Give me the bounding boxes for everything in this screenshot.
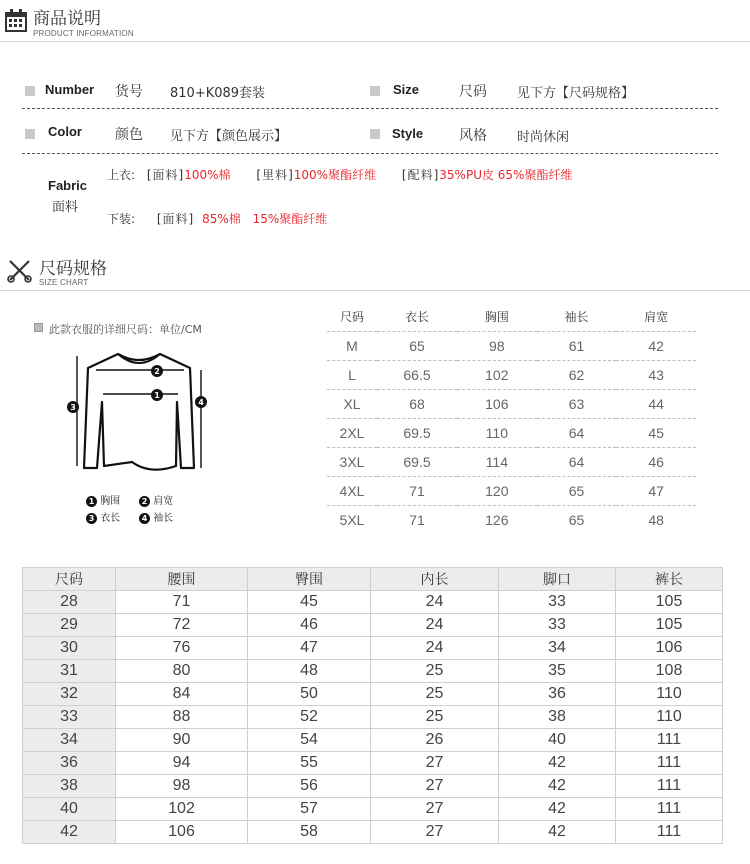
pants-table-header-cell: 臀围 xyxy=(248,568,371,591)
top-table-cell: 71 xyxy=(409,483,425,499)
pants-size-table xyxy=(22,567,723,844)
color-value: 见下方【颜色展示】 xyxy=(170,129,288,144)
top-size-table-body xyxy=(327,301,696,534)
pants-table-cell: 38 xyxy=(499,706,616,729)
top-table-row xyxy=(327,390,696,419)
pants-table-cell: 38 xyxy=(23,775,116,798)
fabric-bottom-label: 下装: xyxy=(107,212,136,226)
top-table-cell: 102 xyxy=(485,367,509,383)
pants-table-cell: 42 xyxy=(499,775,616,798)
pants-table-cell: 84 xyxy=(116,683,248,706)
pants-table-row xyxy=(23,706,723,729)
fabric-label-en: Fabric xyxy=(48,178,88,193)
legend-4-label: 袖长 xyxy=(153,513,174,524)
pants-table-cell: 42 xyxy=(499,752,616,775)
top-table-cell: 65 xyxy=(568,512,585,528)
info-divider-1 xyxy=(22,108,718,109)
pants-table-cell: 32 xyxy=(23,683,116,706)
pants-table-cell: 58 xyxy=(248,821,371,844)
top-table-cell: L xyxy=(348,367,356,383)
fabric-bottom-row xyxy=(107,210,327,227)
pants-table-cell: 40 xyxy=(23,798,116,821)
pants-table-cell: 72 xyxy=(116,614,248,637)
pants-table-row xyxy=(23,775,723,798)
fabric-label-cn: 面料 xyxy=(52,200,79,215)
top-table-cell: 66.5 xyxy=(403,367,431,383)
fabric-top-row xyxy=(107,166,572,183)
diagram-legend-1 xyxy=(86,492,120,507)
pants-table-cell: 28 xyxy=(23,591,116,614)
svg-text:2: 2 xyxy=(154,367,160,376)
pants-table-header-cell: 裤长 xyxy=(616,568,723,591)
product-section-header xyxy=(0,0,750,42)
color-label-cn: 颜色 xyxy=(115,127,143,143)
top-table-cell: 114 xyxy=(485,454,508,470)
size-value: 见下方【尺码规格】 xyxy=(517,86,635,101)
top-table-cell: 63 xyxy=(568,396,585,412)
pants-table-cell: 111 xyxy=(616,752,723,775)
pants-table-cell: 111 xyxy=(616,775,723,798)
pants-table-cell: 36 xyxy=(23,752,116,775)
number-label-en: Number xyxy=(45,82,95,97)
legend-3-badge: 3 xyxy=(86,513,97,524)
top-table-cell: M xyxy=(346,338,358,354)
pants-table-cell: 52 xyxy=(248,706,371,729)
style-label-en: Style xyxy=(392,126,424,141)
size-section-subtitle: SIZE CHART xyxy=(39,278,89,287)
pants-table-cell: 27 xyxy=(371,798,499,821)
pants-table-cell: 26 xyxy=(371,729,499,752)
pants-table-cell: 105 xyxy=(616,591,723,614)
size-section-header xyxy=(0,252,750,292)
pants-table-cell: 35 xyxy=(499,660,616,683)
pants-table-cell: 54 xyxy=(248,729,371,752)
top-table-cell: 71 xyxy=(409,512,425,528)
top-table-cell: 44 xyxy=(648,396,664,412)
pants-table-cell: 56 xyxy=(248,775,371,798)
shirt-measurement-diagram xyxy=(60,342,220,492)
diagram-note-text: 此款衣服的详细尺码：单位/CM xyxy=(49,323,202,336)
pants-table-cell: 24 xyxy=(371,591,499,614)
top-table-cell: 65 xyxy=(568,483,585,499)
top-table-row xyxy=(327,477,696,506)
top-table-header-cell: 胸围 xyxy=(484,309,509,324)
pants-table-cell: 42 xyxy=(499,798,616,821)
size-bullet-icon xyxy=(370,86,380,96)
pants-table-cell: 33 xyxy=(23,706,116,729)
top-table-cell: 106 xyxy=(485,396,509,412)
pants-table-cell: 111 xyxy=(616,821,723,844)
note-bullet-icon xyxy=(34,323,43,332)
top-table-cell: 42 xyxy=(648,338,664,354)
top-table-cell: 46 xyxy=(648,454,664,470)
size-header-divider xyxy=(0,290,750,291)
pants-size-table-body xyxy=(23,568,723,844)
fabric-top-face-label: [面料] xyxy=(146,168,185,182)
pants-table-cell: 57 xyxy=(248,798,371,821)
top-table-header-cell: 尺码 xyxy=(339,309,364,324)
pants-table-cell: 33 xyxy=(499,591,616,614)
fabric-top-lining-value: 100%聚酯纤维 xyxy=(293,168,377,182)
pants-table-cell: 94 xyxy=(116,752,248,775)
top-table-cell: 126 xyxy=(485,512,509,528)
top-table-row xyxy=(327,332,696,361)
top-table-cell: 45 xyxy=(648,425,664,441)
top-table-row xyxy=(327,448,696,477)
legend-2-label: 肩宽 xyxy=(153,496,174,507)
top-table-cell: 2XL xyxy=(339,425,365,441)
legend-1-badge: 1 xyxy=(86,496,97,507)
top-table-cell: 69.5 xyxy=(403,454,431,470)
pants-table-row xyxy=(23,591,723,614)
number-bullet-icon xyxy=(25,86,35,96)
style-bullet-icon xyxy=(370,129,380,139)
top-table-header-cell: 袖长 xyxy=(564,309,589,324)
pants-table-cell: 71 xyxy=(116,591,248,614)
top-table-header-row xyxy=(327,301,696,332)
pants-table-row xyxy=(23,683,723,706)
pants-table-cell: 31 xyxy=(23,660,116,683)
fabric-top-label: 上衣: xyxy=(107,168,136,182)
svg-text:4: 4 xyxy=(198,398,204,407)
pants-table-header-cell: 脚口 xyxy=(499,568,616,591)
top-table-cell: 5XL xyxy=(339,512,365,528)
fabric-bottom-face-label: [面料] xyxy=(156,212,195,226)
pants-table-cell: 33 xyxy=(499,614,616,637)
color-label-en: Color xyxy=(48,124,82,139)
pants-table-cell: 111 xyxy=(616,729,723,752)
svg-text:1: 1 xyxy=(154,391,160,400)
legend-2-badge: 2 xyxy=(139,496,150,507)
legend-1-label: 胸围 xyxy=(100,496,121,507)
top-table-row xyxy=(327,506,696,535)
pants-table-cell: 46 xyxy=(248,614,371,637)
top-table-cell: 43 xyxy=(648,367,664,383)
top-table-cell: 4XL xyxy=(339,483,365,499)
pants-table-row xyxy=(23,660,723,683)
top-table-cell: 61 xyxy=(568,338,585,354)
fabric-top-face-value: 100%棉 xyxy=(184,168,231,182)
top-table-cell: 3XL xyxy=(339,454,365,470)
pants-table-cell: 110 xyxy=(616,683,723,706)
scissors-ruler-icon xyxy=(7,258,33,284)
pants-table-row xyxy=(23,614,723,637)
pants-table-header-row xyxy=(23,568,723,591)
top-table-cell: 69.5 xyxy=(403,425,431,441)
pants-table-cell: 106 xyxy=(116,821,248,844)
pants-table-cell: 106 xyxy=(616,637,723,660)
pants-table-cell: 105 xyxy=(616,614,723,637)
top-table-cell: 62 xyxy=(568,367,585,383)
pants-table-cell: 90 xyxy=(116,729,248,752)
pants-table-cell: 24 xyxy=(371,637,499,660)
svg-text:3: 3 xyxy=(70,403,76,412)
pants-table-cell: 55 xyxy=(248,752,371,775)
pants-table-cell: 29 xyxy=(23,614,116,637)
fabric-bottom-face-value2: 15%聚酯纤维 xyxy=(252,212,328,226)
pants-table-cell: 27 xyxy=(371,821,499,844)
top-table-row xyxy=(327,361,696,390)
top-table-cell: 64 xyxy=(568,425,585,441)
pants-table-cell: 111 xyxy=(616,798,723,821)
pants-table-row xyxy=(23,637,723,660)
legend-3-label: 衣长 xyxy=(100,513,121,524)
pants-table-cell: 25 xyxy=(371,660,499,683)
fabric-top-trim-value: 35%PU皮 65%聚酯纤维 xyxy=(439,168,573,182)
top-table-cell: 64 xyxy=(568,454,585,470)
size-section-title: 尺码规格 xyxy=(39,259,107,279)
pants-table-cell: 45 xyxy=(248,591,371,614)
top-table-header-cell: 衣长 xyxy=(404,309,429,324)
pants-table-cell: 42 xyxy=(499,821,616,844)
number-label-cn: 货号 xyxy=(115,84,143,100)
size-label-cn: 尺码 xyxy=(459,84,487,100)
top-table-cell: 68 xyxy=(409,396,425,412)
diagram-legend-3 xyxy=(86,509,120,524)
pants-table-row xyxy=(23,821,723,844)
pants-table-header-cell: 内长 xyxy=(371,568,499,591)
pants-table-cell: 108 xyxy=(616,660,723,683)
pants-table-cell: 25 xyxy=(371,706,499,729)
style-label-cn: 风格 xyxy=(459,128,487,144)
pants-table-cell: 50 xyxy=(248,683,371,706)
top-table-cell: 65 xyxy=(409,338,425,354)
pants-table-cell: 98 xyxy=(116,775,248,798)
product-section-title: 商品说明 xyxy=(33,9,101,29)
top-table-row xyxy=(327,419,696,448)
pants-table-cell: 24 xyxy=(371,614,499,637)
fabric-bottom-face-value: 85%棉 xyxy=(202,212,241,226)
calendar-icon xyxy=(4,9,28,33)
pants-table-header-cell: 腰围 xyxy=(116,568,248,591)
pants-table-cell: 42 xyxy=(23,821,116,844)
pants-table-cell: 47 xyxy=(248,637,371,660)
pants-table-cell: 88 xyxy=(116,706,248,729)
top-table-header-cell: 肩宽 xyxy=(644,309,669,324)
pants-table-cell: 34 xyxy=(23,729,116,752)
pants-table-cell: 110 xyxy=(616,706,723,729)
top-size-table xyxy=(327,301,696,534)
pants-table-cell: 36 xyxy=(499,683,616,706)
top-table-cell: 120 xyxy=(485,483,509,499)
pants-table-cell: 76 xyxy=(116,637,248,660)
pants-table-cell: 34 xyxy=(499,637,616,660)
pants-table-row xyxy=(23,798,723,821)
legend-4-badge: 4 xyxy=(139,513,150,524)
pants-table-cell: 27 xyxy=(371,752,499,775)
top-table-cell: 47 xyxy=(648,483,664,499)
product-header-divider xyxy=(0,41,750,42)
pants-table-cell: 48 xyxy=(248,660,371,683)
size-label-en: Size xyxy=(393,82,420,97)
pants-table-header-cell: 尺码 xyxy=(23,568,116,591)
pants-table-cell: 30 xyxy=(23,637,116,660)
style-value: 时尚休闲 xyxy=(517,130,570,145)
number-value: 810+K089套装 xyxy=(170,86,266,101)
pants-table-cell: 27 xyxy=(371,775,499,798)
diagram-legend-2 xyxy=(139,492,173,507)
pants-table-cell: 80 xyxy=(116,660,248,683)
color-bullet-icon xyxy=(25,129,35,139)
top-table-cell: 48 xyxy=(648,512,664,528)
pants-table-cell: 25 xyxy=(371,683,499,706)
top-table-cell: 110 xyxy=(485,425,508,441)
diagram-legend-4 xyxy=(139,509,173,524)
fabric-top-lining-label: [里料] xyxy=(256,168,294,182)
top-table-cell: XL xyxy=(343,396,361,412)
pants-table-row xyxy=(23,729,723,752)
info-divider-2 xyxy=(22,153,718,154)
fabric-top-trim-label: [配料] xyxy=(401,168,440,182)
pants-table-cell: 102 xyxy=(116,798,248,821)
top-table-cell: 98 xyxy=(489,338,505,354)
pants-table-cell: 40 xyxy=(499,729,616,752)
pants-table-row xyxy=(23,752,723,775)
product-section-subtitle: PRODUCT INFORMATION xyxy=(33,29,134,38)
